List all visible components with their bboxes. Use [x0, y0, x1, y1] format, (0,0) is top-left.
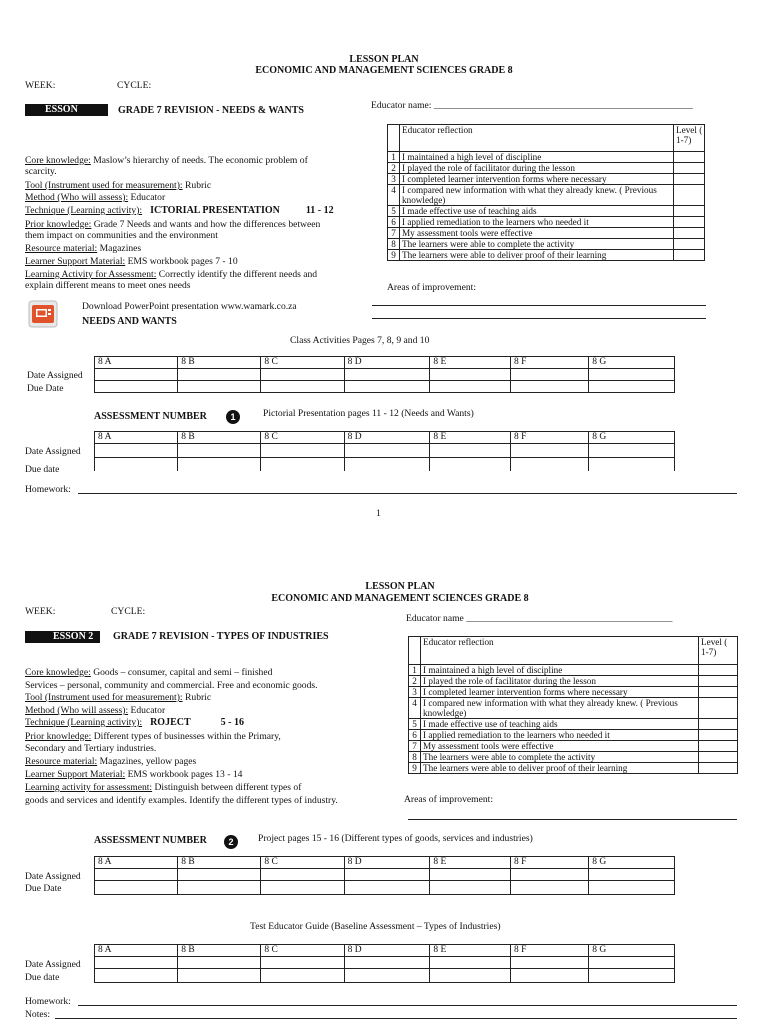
page-number: 1 — [376, 508, 381, 519]
download-text[interactable]: Download PowerPoint presentation www.wamark.co.za — [82, 301, 297, 312]
prior-knowledge — [25, 731, 281, 742]
method — [25, 192, 165, 203]
class-cell: 8 G — [589, 432, 675, 444]
level-cell[interactable] — [674, 228, 705, 239]
level-cell[interactable] — [674, 206, 705, 217]
assessment-number-badge — [226, 407, 240, 425]
grid-cell[interactable] — [95, 881, 178, 895]
level-cell[interactable] — [674, 163, 705, 174]
reflection-text: The learners were able to deliver proof of their learning — [421, 763, 699, 774]
assessment-number: 2 — [224, 835, 238, 849]
resource-label: Resource material: — [25, 243, 98, 254]
method-label: Method (Who will assess): — [25, 192, 129, 203]
level-cell[interactable] — [699, 687, 738, 698]
reflection-row — [409, 676, 738, 687]
class-cell: 8 F — [511, 945, 589, 957]
educator-name-field[interactable]: Educator name: ______________________________________________________ — [371, 100, 693, 111]
class-header-row — [95, 432, 675, 444]
reflection-num: 9 — [388, 250, 400, 261]
grid-cell[interactable] — [511, 458, 589, 472]
homework-line[interactable] — [78, 493, 737, 494]
reflection-num-header — [409, 637, 421, 665]
grid-cell[interactable] — [95, 381, 178, 393]
resource-text: Magazines, yellow pages — [97, 756, 197, 767]
technique-value: ICTORIAL PRESENTATION — [150, 205, 280, 216]
reflection-num: 4 — [409, 698, 421, 719]
prior-knowledge — [25, 219, 320, 230]
subject-title: ECONOMIC AND MANAGEMENT SCIENCES GRADE 8 — [255, 65, 513, 76]
class-cell: 8 E — [430, 945, 511, 957]
technique-pages: 11 - 12 — [305, 205, 334, 216]
reflection-num: 1 — [409, 665, 421, 676]
areas-of-improvement-label: Areas of improvement: — [404, 794, 493, 805]
assessment-description: Pictorial Presentation pages 11 - 12 (Needs and Wants) — [263, 408, 474, 419]
improvement-line[interactable] — [372, 305, 706, 306]
notes-line[interactable] — [55, 1018, 737, 1019]
cycle-label: CYCLE: — [111, 606, 146, 617]
class-header-row — [95, 945, 675, 957]
grid-cell[interactable] — [178, 458, 261, 472]
grid-cell[interactable] — [511, 969, 589, 983]
reflection-row — [388, 239, 705, 250]
ppt-title: NEEDS AND WANTS — [82, 316, 177, 327]
reflection-row — [388, 228, 705, 239]
reflection-text: I applied remediation to the learners who needed it — [400, 217, 674, 228]
prior-knowledge-label: Prior knowledge: — [25, 731, 92, 742]
grid-cell[interactable] — [511, 957, 589, 969]
class-cell: 8 D — [344, 945, 430, 957]
due-date-label: Due Date — [27, 383, 64, 394]
grid-cell[interactable] — [344, 969, 430, 983]
reflection-row — [409, 741, 738, 752]
level-cell[interactable] — [674, 185, 705, 206]
grid-cell[interactable] — [344, 957, 430, 969]
lesson-label: ESSON — [25, 104, 108, 116]
reflection-num: 4 — [388, 185, 400, 206]
assessment-number-label: ASSESSMENT NUMBER — [94, 411, 207, 422]
due-date-row — [95, 381, 675, 393]
class-header-row — [95, 357, 675, 369]
reflection-table — [387, 124, 705, 261]
week-label: WEEK: — [25, 606, 56, 617]
reflection-header: Educator reflection — [421, 637, 699, 665]
assessment-description: Project pages 15 - 16 (Different types of goods, services and industries) — [258, 833, 533, 844]
homework-line[interactable] — [78, 1005, 737, 1006]
method-label: Method (Who will assess): — [25, 705, 129, 716]
educator-name-field[interactable]: Educator name ___________________________________________ — [406, 613, 673, 624]
date-assigned-row — [95, 957, 675, 969]
reflection-text: I completed learner intervention forms where necessary — [421, 687, 699, 698]
class-cell: 8 A — [95, 945, 178, 957]
learning-activity — [25, 782, 301, 793]
assessment-number-label: ASSESSMENT NUMBER — [94, 835, 207, 846]
reflection-text: I maintained a high level of discipline — [400, 152, 674, 163]
resource-material — [25, 756, 196, 767]
reflection-text: The learners were able to deliver proof of their learning — [400, 250, 674, 261]
reflection-row — [409, 730, 738, 741]
reflection-text: The learners were able to complete the activity — [421, 752, 699, 763]
core-knowledge-text: Maslow’s hierarchy of needs. The economic problem of — [90, 155, 308, 166]
grid-cell[interactable] — [430, 444, 511, 458]
grid-cell[interactable] — [178, 444, 261, 458]
grid-cell[interactable] — [511, 881, 589, 895]
week-label: WEEK: — [25, 80, 56, 91]
class-cell: 8 E — [430, 357, 511, 369]
level-cell[interactable] — [699, 676, 738, 687]
reflection-text: I played the role of facilitator during the lesson — [421, 676, 699, 687]
class-cell: 8 G — [589, 945, 675, 957]
reflection-row — [409, 719, 738, 730]
reflection-row — [409, 665, 738, 676]
level-cell[interactable] — [699, 698, 738, 719]
reflection-row — [388, 174, 705, 185]
date-assigned-label: Date Assigned — [27, 370, 83, 381]
due-date-label: Due date — [25, 464, 60, 475]
date-assigned-label: Date Assigned — [25, 959, 81, 970]
level-cell[interactable] — [674, 217, 705, 228]
reflection-text: The learners were able to complete the activity — [400, 239, 674, 250]
grid-cell[interactable] — [430, 869, 511, 881]
prior-knowledge-text: Grade 7 Needs and wants and how the differences between — [91, 219, 321, 230]
learning-activity-text-2: goods and services and identify examples. Identify the different types of industry. — [25, 795, 338, 806]
level-cell[interactable] — [674, 174, 705, 185]
reflection-text: I applied remediation to the learners who needed it — [421, 730, 699, 741]
core-knowledge-text-2: scarcity. — [25, 166, 57, 177]
class-cell: 8 D — [344, 857, 430, 869]
grid-cell[interactable] — [344, 444, 430, 458]
method — [25, 705, 165, 716]
reflection-num: 7 — [388, 228, 400, 239]
notes-label: Notes: — [25, 1009, 51, 1020]
grid-cell[interactable] — [178, 969, 261, 983]
grid-cell[interactable] — [178, 369, 261, 381]
learning-activity-text-2: explain different means to meet ones needs — [25, 280, 191, 291]
date-assigned-row — [95, 444, 675, 458]
reflection-num: 5 — [409, 719, 421, 730]
class-cell: 8 D — [344, 357, 430, 369]
reflection-text: I maintained a high level of discipline — [421, 665, 699, 676]
grid-cell[interactable] — [344, 381, 430, 393]
grid-cell[interactable] — [261, 957, 344, 969]
core-knowledge-label: Core knowledge: — [25, 667, 91, 678]
date-assigned-label: Date Assigned — [25, 871, 81, 882]
grid-cell[interactable] — [344, 458, 430, 472]
class-cell: 8 A — [95, 432, 178, 444]
reflection-text: My assessment tools were effective — [400, 228, 674, 239]
reflection-row — [409, 752, 738, 763]
core-knowledge-text: Goods – consumer, capital and semi – finished — [90, 667, 273, 678]
reflection-text: I played the role of facilitator during the lesson — [400, 163, 674, 174]
reflection-num: 2 — [409, 676, 421, 687]
grid-cell[interactable] — [261, 381, 344, 393]
class-activities-grid — [94, 356, 675, 393]
reflection-num: 5 — [388, 206, 400, 217]
class-activities: Class Activities Pages 7, 8, 9 and 10 — [290, 335, 430, 346]
level-cell[interactable] — [674, 239, 705, 250]
reflection-num: 8 — [409, 752, 421, 763]
class-cell: 8 F — [511, 857, 589, 869]
reflection-row — [388, 152, 705, 163]
grid-cell[interactable] — [95, 957, 178, 969]
core-knowledge — [25, 155, 308, 166]
areas-of-improvement-label: Areas of improvement: — [387, 282, 476, 293]
support-text: EMS workbook pages 13 - 14 — [125, 769, 243, 780]
reflection-header-row — [409, 637, 738, 665]
tool-text: Rubric — [182, 180, 212, 191]
grid-cell[interactable] — [589, 869, 675, 881]
grid-cell[interactable] — [95, 444, 178, 458]
grid-cell[interactable] — [589, 458, 675, 472]
class-cell: 8 B — [178, 432, 261, 444]
assessment-grid — [94, 856, 675, 895]
grid-cell[interactable] — [344, 369, 430, 381]
reflection-row — [409, 687, 738, 698]
reflection-row — [388, 185, 705, 206]
grid-cell[interactable] — [511, 381, 589, 393]
reflection-row — [388, 217, 705, 228]
reflection-num-header — [388, 125, 400, 152]
tool-text: Rubric — [182, 692, 212, 703]
reflection-row — [409, 698, 738, 719]
support-material — [25, 256, 238, 267]
lesson-title: GRADE 7 REVISION - TYPES OF INDUSTRIES — [113, 631, 329, 642]
grid-cell[interactable] — [95, 869, 178, 881]
homework-label: Homework: — [25, 484, 71, 495]
support-label: Learner Support Material: — [25, 256, 126, 267]
learning-activity — [25, 269, 317, 280]
grid-cell[interactable] — [589, 444, 675, 458]
grid-cell[interactable] — [430, 458, 511, 472]
tool — [25, 692, 211, 703]
level-cell[interactable] — [699, 719, 738, 730]
reflection-num: 2 — [388, 163, 400, 174]
reflection-num: 8 — [388, 239, 400, 250]
resource-text: Magazines — [97, 243, 142, 254]
subject-title: ECONOMIC AND MANAGEMENT SCIENCES GRADE 8 — [271, 593, 529, 604]
level-cell[interactable] — [699, 665, 738, 676]
grid-cell[interactable] — [261, 458, 344, 472]
powerpoint-icon[interactable] — [28, 299, 58, 334]
grid-cell[interactable] — [430, 957, 511, 969]
grid-cell[interactable] — [178, 957, 261, 969]
prior-knowledge-text-2: them impact on communities and the environment — [25, 230, 218, 241]
reflection-num: 3 — [388, 174, 400, 185]
reflection-num: 3 — [409, 687, 421, 698]
assessment-number-badge — [224, 832, 238, 850]
resource-label: Resource material: — [25, 756, 98, 767]
class-cell: 8 G — [589, 857, 675, 869]
prior-knowledge-text: Different types of businesses within the Primary, — [91, 731, 281, 742]
prior-knowledge-text-2: Secondary and Tertiary industries. — [25, 743, 157, 754]
grid-cell[interactable] — [261, 881, 344, 895]
level-header: Level ( 1-7) — [674, 125, 705, 152]
cycle-label: CYCLE: — [117, 80, 152, 91]
core-knowledge — [25, 667, 272, 678]
improvement-line[interactable] — [408, 819, 737, 820]
grid-cell[interactable] — [430, 369, 511, 381]
reflection-text: I made effective use of teaching aids — [421, 719, 699, 730]
class-cell: 8 C — [261, 857, 344, 869]
tool-label: Tool (Instrument used for measurement): — [25, 692, 183, 703]
reflection-row — [388, 206, 705, 217]
grid-cell[interactable] — [344, 881, 430, 895]
lesson-plan-title: LESSON PLAN — [365, 581, 435, 592]
grid-cell[interactable] — [95, 458, 178, 472]
core-knowledge-label: Core knowledge: — [25, 155, 91, 166]
prior-knowledge-label: Prior knowledge: — [25, 219, 92, 230]
lesson-plan-title: LESSON PLAN — [349, 54, 419, 65]
lesson-title: GRADE 7 REVISION - NEEDS & WANTS — [118, 105, 304, 116]
technique-label: Technique (Learning activity): — [25, 205, 143, 216]
test-grid — [94, 944, 675, 983]
reflection-table — [408, 636, 738, 774]
reflection-row — [388, 163, 705, 174]
core-knowledge-text-2: Services – personal, community and commercial. Free and economic goods. — [25, 680, 318, 691]
reflection-row — [388, 250, 705, 261]
class-cell: 8 A — [95, 857, 178, 869]
assessment-grid — [94, 431, 675, 471]
reflection-header: Educator reflection — [400, 125, 674, 152]
grid-cell[interactable] — [261, 969, 344, 983]
support-material — [25, 769, 242, 780]
technique — [25, 205, 334, 216]
technique-pages: 5 - 16 — [220, 717, 244, 728]
level-cell[interactable] — [699, 752, 738, 763]
level-cell[interactable] — [699, 741, 738, 752]
grid-cell[interactable] — [430, 881, 511, 895]
activity-text: Distinguish between different types of — [152, 782, 302, 793]
reflection-text: I made effective use of teaching aids — [400, 206, 674, 217]
level-cell[interactable] — [674, 250, 705, 261]
date-assigned-row — [95, 369, 675, 381]
support-text: EMS workbook pages 7 - 10 — [125, 256, 238, 267]
grid-cell[interactable] — [261, 444, 344, 458]
class-cell: 8 G — [589, 357, 675, 369]
grid-cell[interactable] — [430, 381, 511, 393]
class-cell: 8 C — [261, 357, 344, 369]
assessment-number: 1 — [226, 410, 240, 424]
due-date-row — [95, 969, 675, 983]
grid-cell[interactable] — [589, 369, 675, 381]
reflection-text: I compared new information with what they already knew. ( Previous knowledge) — [421, 698, 699, 719]
improvement-line[interactable] — [372, 318, 706, 319]
level-cell[interactable] — [699, 730, 738, 741]
technique-label: Technique (Learning activity): — [25, 717, 143, 728]
activity-label: Learning Activity for Assessment: — [25, 269, 157, 280]
technique-value: ROJECT — [150, 717, 191, 728]
grid-cell[interactable] — [344, 869, 430, 881]
reflection-num: 7 — [409, 741, 421, 752]
grid-cell[interactable] — [511, 444, 589, 458]
homework-label: Homework: — [25, 996, 71, 1007]
grid-cell[interactable] — [261, 369, 344, 381]
reflection-header-row — [388, 125, 705, 152]
grid-cell[interactable] — [95, 369, 178, 381]
class-cell: 8 A — [95, 357, 178, 369]
date-assigned-label: Date Assigned — [25, 446, 81, 457]
due-date-label: Due date — [25, 972, 60, 983]
class-cell: 8 D — [344, 432, 430, 444]
class-cell: 8 B — [178, 357, 261, 369]
test-educator-guide: Test Educator Guide (Baseline Assessment – Types of Industries) — [250, 921, 501, 932]
class-cell: 8 F — [511, 432, 589, 444]
class-cell: 8 E — [430, 432, 511, 444]
support-label: Learner Support Material: — [25, 769, 126, 780]
class-cell: 8 E — [430, 857, 511, 869]
grid-cell[interactable] — [589, 881, 675, 895]
class-cell: 8 B — [178, 945, 261, 957]
reflection-num: 6 — [409, 730, 421, 741]
tool-label: Tool (Instrument used for measurement): — [25, 180, 183, 191]
level-header: Level ( 1-7) — [699, 637, 738, 665]
grid-cell[interactable] — [178, 381, 261, 393]
grid-cell[interactable] — [511, 369, 589, 381]
grid-cell[interactable] — [178, 869, 261, 881]
reflection-num: 1 — [388, 152, 400, 163]
class-cell: 8 F — [511, 357, 589, 369]
reflection-row — [409, 763, 738, 774]
grid-cell[interactable] — [589, 957, 675, 969]
reflection-num: 9 — [409, 763, 421, 774]
date-assigned-row — [95, 869, 675, 881]
due-date-label: Due Date — [25, 883, 62, 894]
grid-cell[interactable] — [261, 869, 344, 881]
tool — [25, 180, 211, 191]
reflection-num: 6 — [388, 217, 400, 228]
class-cell: 8 C — [261, 432, 344, 444]
method-text: Educator — [128, 705, 166, 716]
activity-text: Correctly identify the different needs and — [156, 269, 318, 280]
grid-cell[interactable] — [178, 881, 261, 895]
method-text: Educator — [128, 192, 166, 203]
level-cell[interactable] — [674, 152, 705, 163]
grid-cell[interactable] — [589, 969, 675, 983]
reflection-text: I compared new information with what they already knew. ( Previous knowledge) — [400, 185, 674, 206]
class-header-row — [95, 857, 675, 869]
reflection-text: I completed learner intervention forms where necessary — [400, 174, 674, 185]
grid-cell[interactable] — [511, 869, 589, 881]
grid-cell[interactable] — [589, 381, 675, 393]
activity-label: Learning activity for assessment: — [25, 782, 153, 793]
resource-material — [25, 243, 141, 254]
level-cell[interactable] — [699, 763, 738, 774]
technique — [25, 717, 244, 728]
class-cell: 8 B — [178, 857, 261, 869]
grid-cell[interactable] — [95, 969, 178, 983]
grid-cell[interactable] — [430, 969, 511, 983]
due-date-row — [95, 881, 675, 895]
reflection-text: My assessment tools were effective — [421, 741, 699, 752]
due-date-row — [95, 458, 675, 472]
class-cell: 8 C — [261, 945, 344, 957]
lesson-label: ESSON 2 — [25, 631, 100, 643]
